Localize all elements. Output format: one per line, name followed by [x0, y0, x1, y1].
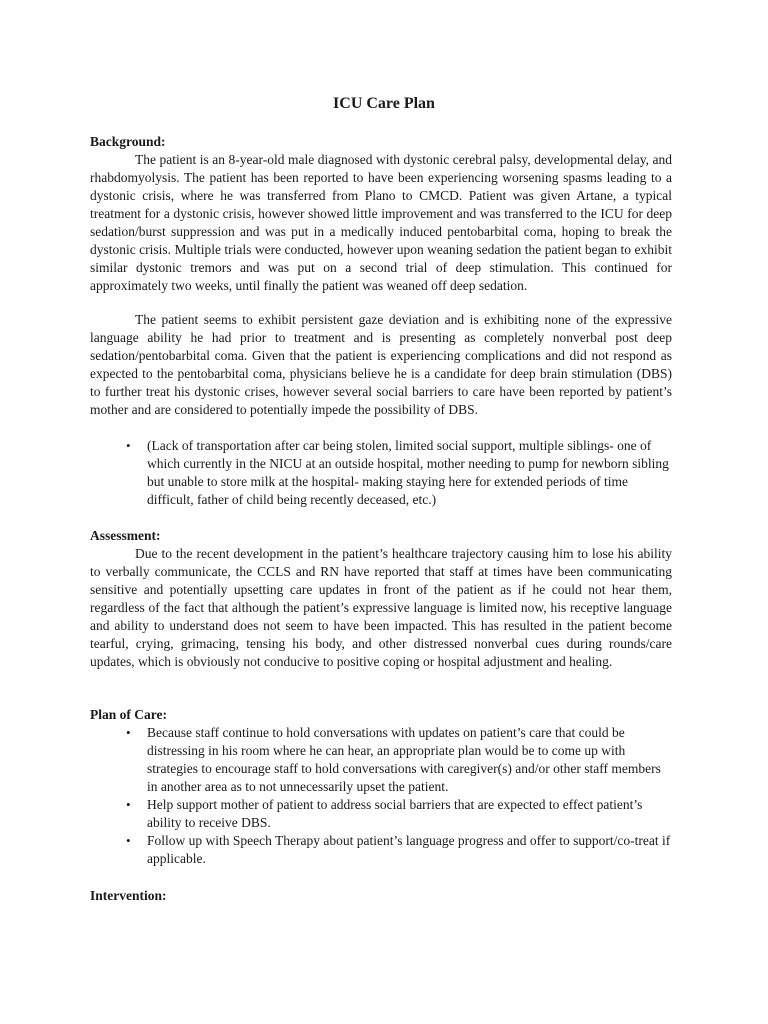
list-item [90, 724, 672, 796]
list-item [90, 796, 672, 832]
background-bullet-list [90, 437, 672, 509]
document-title: ICU Care Plan [333, 95, 435, 112]
plan-of-care-heading: Plan of Care: [90, 707, 167, 722]
background-heading: Background: [90, 134, 166, 149]
plan-of-care-bullet-list [90, 724, 672, 868]
bullet-icon: • [126, 833, 131, 848]
bullet-icon: • [126, 725, 131, 740]
background-paragraph-1: The patient is an 8-year-old male diagnosed with dystonic cerebral palsy, developmental delay, and rhabdomyolysis. The patient has been reported to have been experiencing worsening spasms leading to a dystonic crisis, where he was transferred from Plano to CMCD. Patient was given Artane, a typical treatment for a dystonic crisis, however showed little improvement and was transferred to the ICU for deep sedation/burst suppression and was put in a medically induced pentobarbital coma, hoping to break the dystonic crisis. Multiple trials were conducted, however upon weaning sedation the patient began to exhibit similar dystonic tremors and was put on a second trial of deep stimulation. This continued for approximately two weeks, until finally the patient was weaned off deep sedation. [90, 152, 672, 293]
bullet-text: Follow up with Speech Therapy about patient’s language progress and offer to support/co-treat if applicable. [147, 833, 671, 866]
intervention-heading: Intervention: [90, 888, 167, 903]
bullet-icon: • [126, 797, 131, 812]
bullet-text: Help support mother of patient to address social barriers that are expected to effect patient’s ability to receive DBS. [147, 797, 643, 830]
background-paragraph-2: The patient seems to exhibit persistent gaze deviation and is exhibiting none of the expressive language ability he had prior to treatment and is presenting as completely nonverbal post deep sedation/pentobarbital coma. Given that the patient is experiencing complications and did not respond as expected to the pentobarbital coma, physicians believe he is a candidate for deep brain stimulation (DBS) to further treat his dystonic crises, however several social barriers to care have been reported by patient’s mother and are considered to potentially impede the possibility of DBS. [90, 312, 672, 417]
bullet-icon: • [126, 438, 131, 453]
bullet-text: Because staff continue to hold conversations with updates on patient’s care that could be distressing in his room where he can hear, an appropriate plan would be to come up with strategies to encourage staff to hold conversations with caregiver(s) and/or other staff members in another area as to not unnecessarily upset the patient. [147, 725, 661, 794]
assessment-paragraph: Due to the recent development in the patient’s healthcare trajectory causing him to lose his ability to verbally communicate, the CCLS and RN have reported that staff at times have been communicating sensitive and potentially upsetting care updates in front of the patient as if he could not hear them, regardless of the fact that although the patient’s expressive language is limited now, his receptive language and ability to understand does not seem to have been impacted. This has resulted in the patient become tearful, crying, grimacing, tensing his body, and other distressed nonverbal cues during rounds/care updates, which is obviously not conducive to positive coping or hospital adjustment and healing. [90, 546, 672, 669]
list-item [90, 437, 672, 509]
assessment-heading: Assessment: [90, 528, 161, 543]
bullet-text: (Lack of transportation after car being stolen, limited social support, multiple siblings- one of which currently in the NICU at an outside hospital, mother needing to pump for newborn sibling but unable to store milk at the hospital- making staying here for extended periods of time difficult, father of child being recently deceased, etc.) [147, 438, 669, 507]
list-item [90, 832, 672, 868]
